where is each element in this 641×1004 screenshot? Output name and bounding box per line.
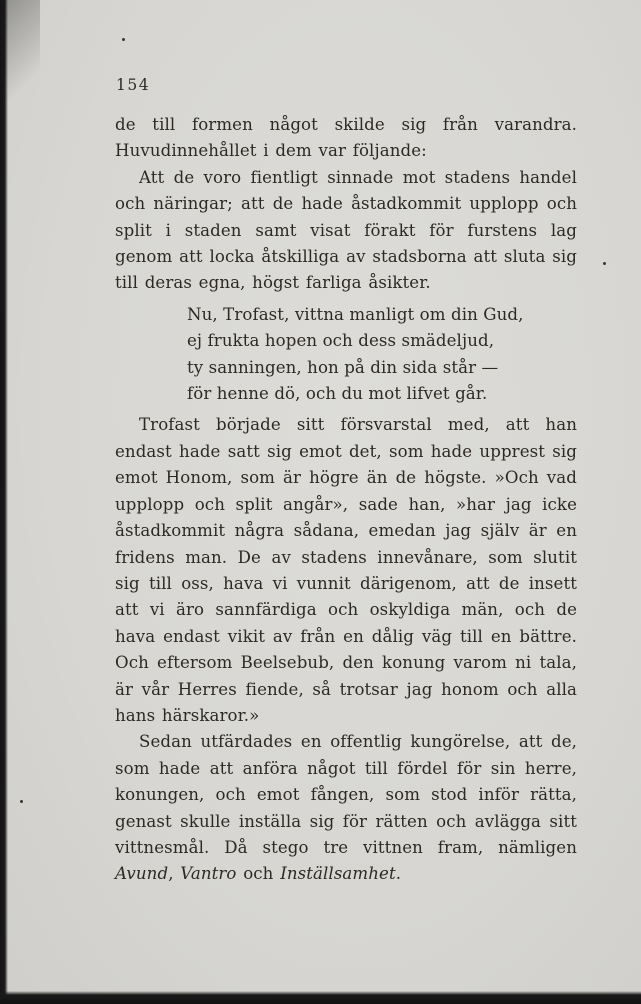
verse-line: för henne dö, och du mot lifvet går. <box>187 384 488 404</box>
witness-name: Inställsamhet <box>280 864 396 884</box>
body-text <box>115 112 577 888</box>
paragraph-text: Sedan utfärdades en offentlig kungörelse, att de, som hade att anföra något till fördel för sin herre, konungen, och emot fången, som stod inför rätta, genast skulle inställa sig för rätten och avlägga sitt vittnesmål. Då stego tre vittnen fram, nämligen <box>115 732 577 857</box>
separator-text: och <box>236 864 281 884</box>
paragraph-proclamation <box>115 729 577 887</box>
sentence-end: . <box>395 864 402 884</box>
verse-line: ej frukta hopen och dess smädeljud, <box>187 331 495 351</box>
verse-line: ty sanningen, hon på din sida står — <box>187 357 499 377</box>
witness-name: Vantro <box>180 864 237 884</box>
paragraph-accusation: Att de voro fientligt sinnade mot stadens handel och näringar; att de hade åstadkommit upplopp och split i staden samt visat förakt för furstens lag genom att locka åtskilliga av stadsborna att sluta sig till deras egna, högst farliga åsikter. <box>115 167 577 293</box>
scan-artifact <box>122 38 125 41</box>
scan-edge-bottom <box>0 991 641 1004</box>
paragraph-continuation: de till formen något skilde sig från varandra. Huvudinnehållet i dem var följande: <box>115 115 577 161</box>
scan-edge-left <box>0 0 8 1004</box>
page-number: 154 <box>116 76 151 94</box>
verse-stanza <box>187 302 577 408</box>
separator-text: , <box>168 864 181 884</box>
scan-artifact <box>20 800 23 803</box>
witness-name: Avund <box>115 864 169 884</box>
paragraph-defense: Trofast började sitt försvarstal med, att han endast hade satt sig emot det, som hade upprest sig emot Honom, som är högre än de högste. »Och vad upplopp och split angår», sade han, »har jag icke åstadkommit några sådana, emedan jag själv är en fridens man. De av stadens innevånare, som slutit sig till oss, hava vi vunnit därigenom, att de insett att vi äro sannfärdiga och oskyldiga män, och de hava endast vikit av från en dålig väg till en bättre. Och eftersom Beelsebub, den konung varom ni tala, är vår Herres fiende, så trotsar jag honom och alla hans härskaror.» <box>115 415 577 725</box>
verse-line: Nu, Trofast, vittna manligt om din Gud, <box>187 304 524 324</box>
scan-artifact <box>603 262 606 265</box>
